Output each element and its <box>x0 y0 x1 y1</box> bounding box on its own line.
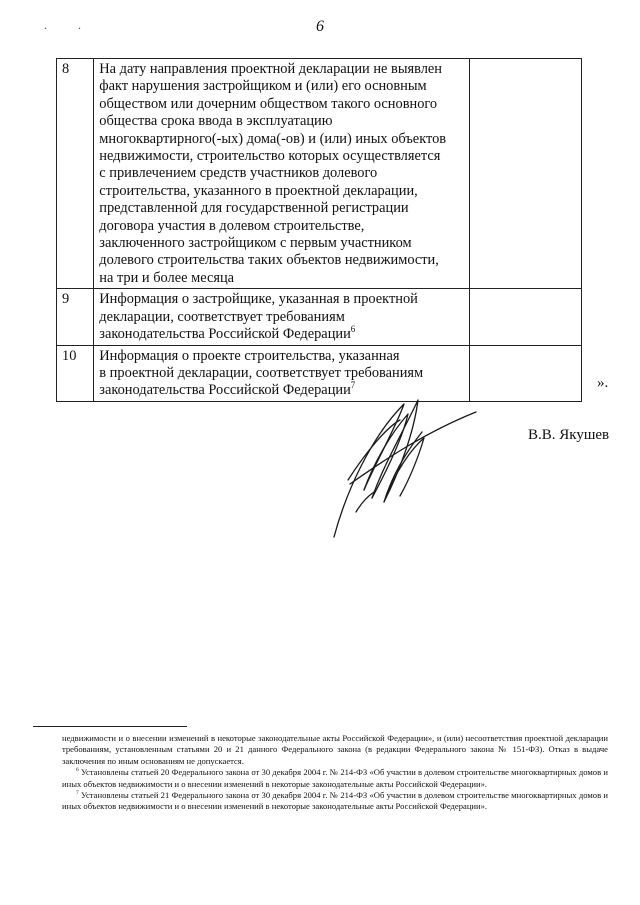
page-number: 6 <box>316 18 324 35</box>
text-line: Информация о застройщике, указанная в проектной <box>99 291 418 308</box>
row-number: 8 <box>57 59 94 289</box>
text-line: заключенного застройщиком с первым участником <box>99 235 412 252</box>
text-line: долевого строительства таких объектов недвижимости, <box>99 252 439 269</box>
footnote-mark: 7 <box>76 790 79 797</box>
footnote-continuation: недвижимости и о внесении изменений в некоторые законодательные акты Российской Федерации», и (или) несоответствия проектной декларации требованиям, установленным статьями 20 и 21 данного Федерального закона (в редакции Федерального закона № 151-ФЗ). Отказ в выдаче заключения по иным основаниям не допускается. <box>62 733 608 766</box>
text-line: представленной для государственной регистрации <box>99 200 409 217</box>
table-row <box>57 59 582 289</box>
footnote <box>62 767 608 790</box>
text-line: на три и более месяца <box>99 269 235 286</box>
text-line: На дату направления проектной декларации не выявлен <box>99 61 442 77</box>
text-line: обществом или дочерним обществом такого основного <box>99 95 438 112</box>
footnote-text: Установлены статьей 21 Федерального закона от 30 декабря 2004 г. № 214-ФЗ «Об участии в долевом строительстве многоквартирных домов и иных объектов недвижимости и о внесении изменений в некоторые законодательные акты Российской Федерации». <box>62 790 608 812</box>
corner-marks: . . <box>44 18 95 32</box>
footnote-ref: 6 <box>350 324 356 335</box>
row-text <box>94 59 470 289</box>
row-number: 10 <box>57 345 94 401</box>
closing-quote: ». <box>597 375 609 391</box>
footnote-text: Установлены статьей 20 Федерального закона от 30 декабря 2004 г. № 214-ФЗ «Об участии в долевом строительстве многоквартирных домов и иных объектов недвижимости и о внесении изменений в некоторые законодательные акты Российской Федерации». <box>62 767 608 789</box>
footnote <box>62 790 608 813</box>
row-number: 9 <box>57 289 94 345</box>
text-line <box>99 326 464 343</box>
text-line: общества срока ввода в эксплуатацию <box>99 113 333 130</box>
text-line: в проектной декларации, соответствует требованиям <box>99 364 424 381</box>
text-line: с привлечением средств участников долевого <box>99 165 378 182</box>
empty-cell <box>470 59 582 289</box>
text-line-content: законодательства Российской Федерации <box>99 382 351 399</box>
footnote-divider <box>33 726 187 727</box>
criteria-table <box>56 58 582 402</box>
text-line-content: законодательства Российской Федерации <box>99 326 351 343</box>
text-line: многоквартирного(-ых) дома(-ов) и (или) иных объектов <box>99 130 447 147</box>
footnotes <box>62 733 608 813</box>
signer-name: В.В. Якушев <box>528 427 610 443</box>
text-line: договора участия в долевом строительстве, <box>99 217 365 234</box>
text-line: Информация о проекте строительства, указанная <box>99 347 400 364</box>
handwritten-signature <box>326 392 516 542</box>
text-line: факт нарушения застройщиком и (или) его основным <box>99 78 427 95</box>
text-line: декларации, соответствует требованиям <box>99 308 345 325</box>
footnote-mark: 6 <box>76 767 79 774</box>
table-row <box>57 289 582 345</box>
footnote-ref: 7 <box>350 380 356 391</box>
row-text <box>94 289 470 345</box>
empty-cell <box>470 289 582 345</box>
text-line: строительства, указанного в проектной декларации, <box>99 182 418 199</box>
text-line: недвижимости, строительство которых осуществляется <box>99 148 441 165</box>
